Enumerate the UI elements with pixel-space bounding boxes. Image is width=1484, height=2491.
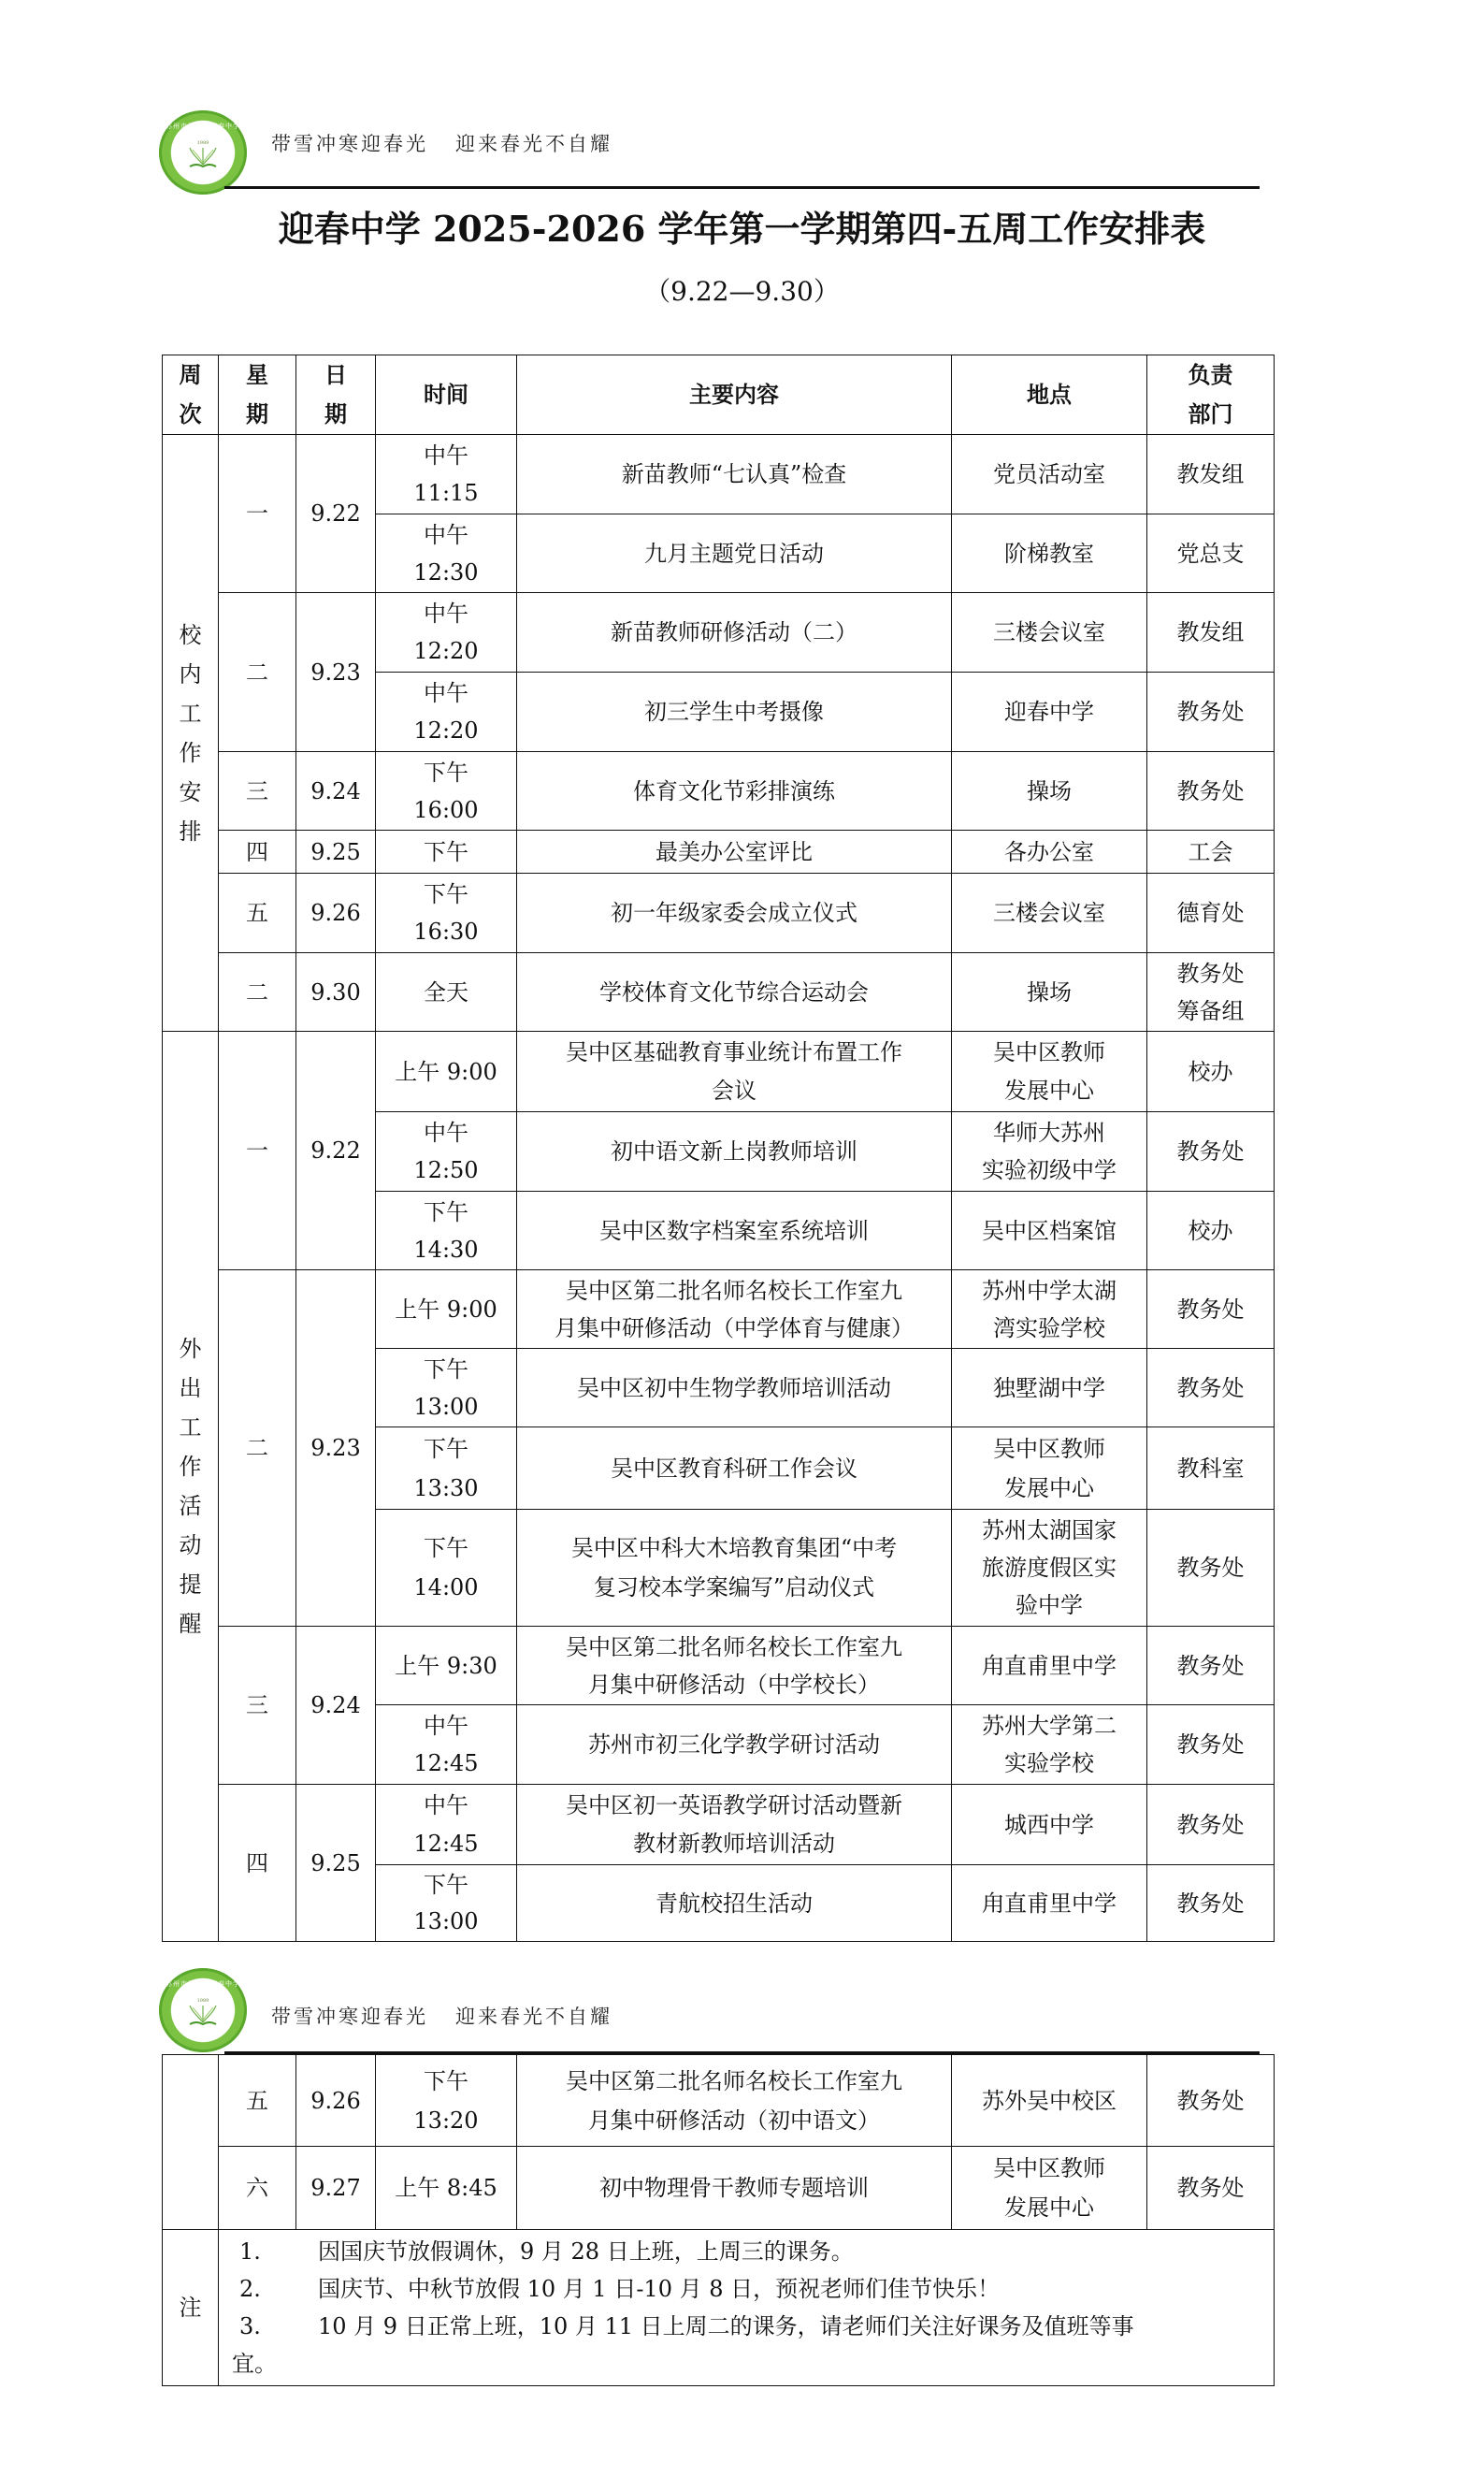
content-cell: 吴中区第二批名师名校长工作室九 月集中研修活动（中学体育与健康） (517, 1270, 952, 1349)
table-row (163, 2147, 1275, 2230)
time-cell: 下午 13:00 (376, 1349, 517, 1427)
note-number: 1. (239, 2238, 261, 2265)
school-slogan-page2: 带雪冲寒迎春光 迎来春光不自耀 (271, 2006, 613, 2028)
dept-cell: 校办 (1147, 1032, 1275, 1112)
place-cell: 甪直甫里中学 (952, 1865, 1147, 1942)
page-title: 迎春中学 2025-2026 学年第一学期第四-五周工作安排表 (278, 208, 1206, 250)
content-cell: 吴中区数字档案室系统培训 (517, 1192, 952, 1270)
content-cell: 吴中区第二批名师名校长工作室九 月集中研修活动（初中语文） (517, 2055, 952, 2147)
date-cell: 9.30 (296, 953, 376, 1032)
time-cell: 上午 9:00 (376, 1270, 517, 1349)
date-header: 日 期 (296, 355, 376, 435)
place-cell: 吴中区教师 发展中心 (952, 1427, 1147, 1510)
content-cell: 初一年级家委会成立仪式 (517, 874, 952, 953)
table-row (163, 953, 1275, 1032)
time-cell: 下午 (376, 831, 517, 874)
place-header: 地点 (952, 355, 1147, 435)
dept-cell: 工会 (1147, 831, 1275, 874)
dept-cell: 教务处 筹备组 (1147, 953, 1275, 1032)
school-logo (159, 110, 247, 195)
content-cell: 吴中区教育科研工作会议 (517, 1427, 952, 1510)
schedule-table-continued (162, 2054, 1275, 2386)
dept-cell: 教务处 (1147, 752, 1275, 831)
weekday-cell: 六 (219, 2147, 296, 2230)
weekday-cell: 五 (219, 2055, 296, 2147)
time-header: 时间 (376, 355, 517, 435)
place-cell: 各办公室 (952, 831, 1147, 874)
svg-text:1989: 1989 (196, 140, 209, 146)
date-cell: 9.24 (296, 752, 376, 831)
note-item (232, 2270, 1270, 2308)
place-cell: 苏州中学太湖 湾实验学校 (952, 1270, 1147, 1349)
place-cell: 城西中学 (952, 1785, 1147, 1865)
dept-cell: 教务处 (1147, 1270, 1275, 1349)
table-row (163, 1032, 1275, 1112)
dept-cell: 教务处 (1147, 1627, 1275, 1705)
dept-cell: 教务处 (1147, 1705, 1275, 1785)
content-cell: 新苗教师“七认真”检查 (517, 435, 952, 514)
place-cell: 甪直甫里中学 (952, 1627, 1147, 1705)
content-cell: 青航校招生活动 (517, 1865, 952, 1942)
time-cell: 中午 12:20 (376, 593, 517, 673)
note-text: 宜。 (232, 2351, 277, 2377)
time-cell: 中午 12:30 (376, 514, 517, 593)
place-cell: 操场 (952, 752, 1147, 831)
note-item (232, 2345, 1270, 2382)
svg-text:1989: 1989 (196, 1998, 209, 2004)
place-cell: 苏州大学第二 实验学校 (952, 1705, 1147, 1785)
time-cell: 中午 12:50 (376, 1112, 517, 1192)
note-text: 10 月 9 日正常上班，10 月 11 日上周二的课务，请老师们关注好课务及值班等事 (318, 2313, 1134, 2339)
place-cell: 独墅湖中学 (952, 1349, 1147, 1427)
school-logo-page2 (159, 1968, 247, 2052)
time-cell: 上午 9:30 (376, 1627, 517, 1705)
header-divider (224, 186, 1260, 189)
weekday-cell: 二 (219, 953, 296, 1032)
weekday-cell: 四 (219, 831, 296, 874)
content-cell: 九月主题党日活动 (517, 514, 952, 593)
date-cell: 9.26 (296, 874, 376, 953)
place-cell: 吴中区教师 发展中心 (952, 1032, 1147, 1112)
content-cell: 初中物理骨干教师专题培训 (517, 2147, 952, 2230)
content-cell: 吴中区初一英语教学研讨活动暨新 教材新教师培训活动 (517, 1785, 952, 1865)
time-cell: 下午 16:00 (376, 752, 517, 831)
place-cell: 苏外吴中校区 (952, 2055, 1147, 2147)
date-cell: 9.25 (296, 1785, 376, 1942)
place-cell: 三楼会议室 (952, 874, 1147, 953)
place-cell: 三楼会议室 (952, 593, 1147, 673)
place-cell: 党员活动室 (952, 435, 1147, 514)
place-cell: 苏州太湖国家 旅游度假区实 验中学 (952, 1510, 1147, 1627)
dept-cell: 教务处 (1147, 1865, 1275, 1942)
time-cell: 中午 11:15 (376, 435, 517, 514)
weekday-cell: 三 (219, 1627, 296, 1785)
notes-label-cell: 注 (163, 2230, 219, 2386)
table-row (163, 435, 1275, 514)
table-row (163, 874, 1275, 953)
note-number: 3. (239, 2313, 261, 2339)
notes-row (163, 2230, 1275, 2386)
dept-cell: 德育处 (1147, 874, 1275, 953)
time-cell: 全天 (376, 953, 517, 1032)
date-cell: 9.23 (296, 593, 376, 752)
dept-cell: 教务处 (1147, 673, 1275, 752)
dept-cell: 教务处 (1147, 1349, 1275, 1427)
content-cell: 最美办公室评比 (517, 831, 952, 874)
weekday-cell: 四 (219, 1785, 296, 1942)
book-tree-icon (187, 138, 219, 170)
weekday-cell: 一 (219, 1032, 296, 1270)
dept-cell: 教科室 (1147, 1427, 1275, 1510)
time-cell: 上午 8:45 (376, 2147, 517, 2230)
time-cell: 中午 12:45 (376, 1705, 517, 1785)
weekday-cell: 二 (219, 1270, 296, 1627)
schedule-table (162, 355, 1275, 1942)
date-cell: 9.22 (296, 435, 376, 593)
place-cell: 阶梯教室 (952, 514, 1147, 593)
note-text: 国庆节、中秋节放假 10 月 1 日-10 月 8 日，预祝老师们佳节快乐！ (318, 2276, 1001, 2302)
dept-header: 负责 部门 (1147, 355, 1275, 435)
date-cell: 9.25 (296, 831, 376, 874)
logo-ring-text: 苏州市吴中区迎春中学 (166, 1980, 240, 1988)
content-cell: 新苗教师研修活动（二） (517, 593, 952, 673)
time-cell: 下午 13:30 (376, 1427, 517, 1510)
weekday-cell: 五 (219, 874, 296, 953)
table-row (163, 593, 1275, 673)
dept-cell: 教务处 (1147, 2055, 1275, 2147)
dept-cell: 教务处 (1147, 2147, 1275, 2230)
time-cell: 下午 14:30 (376, 1192, 517, 1270)
school-slogan: 带雪冲寒迎春光 迎来春光不自耀 (271, 133, 613, 155)
table-row (163, 1627, 1275, 1705)
table-row (163, 2055, 1275, 2147)
time-cell: 下午 13:00 (376, 1865, 517, 1942)
table-row (163, 831, 1275, 874)
time-cell: 上午 9:00 (376, 1032, 517, 1112)
content-cell: 苏州市初三化学教学研讨活动 (517, 1705, 952, 1785)
dept-cell: 党总支 (1147, 514, 1275, 593)
week-header: 周 次 (163, 355, 219, 435)
note-number: 2. (239, 2276, 261, 2302)
content-cell: 学校体育文化节综合运动会 (517, 953, 952, 1032)
weekday-header: 星 期 (219, 355, 296, 435)
date-cell: 9.24 (296, 1627, 376, 1785)
dept-cell: 教务处 (1147, 1510, 1275, 1627)
note-item (232, 2233, 1270, 2270)
table-header-row (163, 355, 1275, 435)
place-cell: 华师大苏州 实验初级中学 (952, 1112, 1147, 1192)
content-cell: 初中语文新上岗教师培训 (517, 1112, 952, 1192)
content-cell: 吴中区基础教育事业统计布置工作 会议 (517, 1032, 952, 1112)
date-cell: 9.26 (296, 2055, 376, 2147)
time-cell: 中午 12:20 (376, 673, 517, 752)
table-row (163, 1785, 1275, 1865)
time-cell: 下午 14:00 (376, 1510, 517, 1627)
place-cell: 吴中区教师 发展中心 (952, 2147, 1147, 2230)
note-item (232, 2308, 1270, 2345)
dept-cell: 教务处 (1147, 1785, 1275, 1865)
table-row (163, 1270, 1275, 1349)
book-tree-icon (187, 1996, 219, 2028)
weekday-cell: 二 (219, 593, 296, 752)
note-text: 因国庆节放假调休，9 月 28 日上班，上周三的课务。 (318, 2238, 854, 2265)
place-cell: 迎春中学 (952, 673, 1147, 752)
content-header: 主要内容 (517, 355, 952, 435)
dept-cell: 教务处 (1147, 1112, 1275, 1192)
dept-cell: 教发组 (1147, 593, 1275, 673)
time-cell: 下午 13:20 (376, 2055, 517, 2147)
section-label-cell: 校 内 工 作 安 排 (163, 435, 219, 1032)
logo-ring-text: 苏州市吴中区迎春中学 (166, 123, 240, 130)
section-label-cell: 外 出 工 作 活 动 提 醒 (163, 1032, 219, 1942)
section-label-cell-continued (163, 2055, 219, 2230)
notes-content-cell (219, 2230, 1275, 2386)
content-cell: 体育文化节彩排演练 (517, 752, 952, 831)
weekday-cell: 三 (219, 752, 296, 831)
weekday-cell: 一 (219, 435, 296, 593)
content-cell: 初三学生中考摄像 (517, 673, 952, 752)
page-subtitle: （9.22—9.30） (644, 276, 840, 307)
date-cell: 9.23 (296, 1270, 376, 1627)
content-cell: 吴中区初中生物学教师培训活动 (517, 1349, 952, 1427)
content-cell: 吴中区中科大木培教育集团“中考 复习校本学案编写”启动仪式 (517, 1510, 952, 1627)
place-cell: 吴中区档案馆 (952, 1192, 1147, 1270)
time-cell: 中午 12:45 (376, 1785, 517, 1865)
dept-cell: 校办 (1147, 1192, 1275, 1270)
content-cell: 吴中区第二批名师名校长工作室九 月集中研修活动（中学校长） (517, 1627, 952, 1705)
date-cell: 9.27 (296, 2147, 376, 2230)
table-row (163, 752, 1275, 831)
place-cell: 操场 (952, 953, 1147, 1032)
time-cell: 下午 16:30 (376, 874, 517, 953)
date-cell: 9.22 (296, 1032, 376, 1270)
dept-cell: 教发组 (1147, 435, 1275, 514)
